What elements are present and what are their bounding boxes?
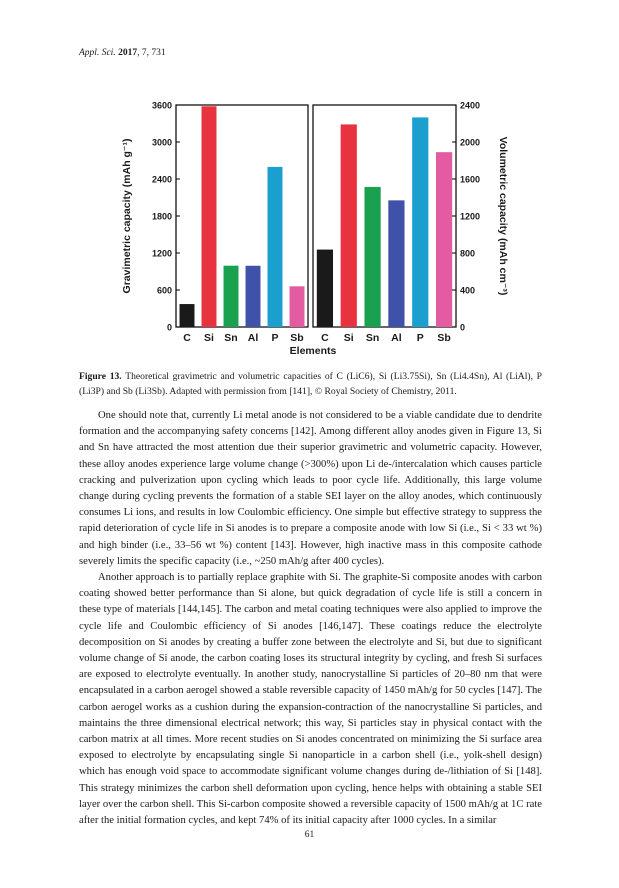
x-tick-label: Sn [365,332,380,344]
paragraph-2: Another approach is to partially replace graphite with Si. The graphite-Si composite anodes with carbon coating showed better performance than Si alone, but quick degradation of cycle life is still a concern in these type of materials [144,145]. The carbon and metal coating techniques were also applied to improve the cycle life and Coulombic efficiency of Si anodes [146,147]. These coatings reduce the electrolyte decomposition on Si anodes by creating a buffer zone between the electrolyte and Si, but due to significant volume change of Si anode, the carbon coating loses its structural integrity by cycling, and fresh Si surfaces are exposed to electrolyte eventually. In another study, nanocrystalline Si particles of 20–80 nm that were encapsulated in a carbon aerogel showed a stable reversible capacity of 1450 mAh/g for 50 cycles [147]. The carbon aerogel works as a cushion during the expansion-contraction of the nanocrystalline Si particles, and maintains the three dimensional electrical network; this way, Si particles stay in physical contact with the carbon matrix at all times. More recent studies on Si anodes concentrated on minimizing the Si surface area exposed to electrolyte by encapsulating single Si nanoparticle in a carbon shell (i.e., yolk-shell design) which has enough void space to accommodate significant volume changes during de-/lithiation of Si [148]. This strategy minimizes the carbon shell deformation upon cycling, hence helps with obtaining a stable SEI layer over the carbon shell. This Si-carbon composite showed a reversible capacity of 1500 mAh/g at 1C rate after the initial formation cycles, and kept 74% of its initial capacity after 1000 cycles. In a similar [79,572,542,827]
bar-sb-panel-1 [290,286,305,327]
y-axis-label-right: Volumetric capacity (mAh cm⁻³) [497,136,509,296]
panel-2-frame [313,105,456,327]
bar-si-panel-2 [341,124,357,327]
x-tick-label: Sb [290,332,304,344]
y-tick-label: 0 [460,322,466,333]
bar-al-panel-2 [388,200,404,327]
y-tick-label: 1200 [151,248,172,259]
y-tick-label: 2000 [460,137,481,148]
capacity-bar-chart [108,92,518,357]
x-tick-label: Sn [224,332,238,344]
x-tick-label: P [271,332,279,344]
panel-1-frame [176,105,308,327]
bar-si-panel-1 [202,106,217,327]
y-tick-label: 2400 [460,100,481,111]
x-tick-label: Al [391,332,402,344]
bar-sb-panel-2 [436,152,452,327]
paragraph-1: One should note that, currently Li metal anode is not considered to be a viable candidate due to dendrite formation and the accompanying safety concerns [142]. Among different alloy anodes given in Figure 13, Si and Sn have attracted the most attention due their superior gravimetric and volumetric capacity. However, these alloy anodes experience large volume change (>300%) upon Li de-/intercalation which causes particle cracking and pulverization upon cycling which leads to poor cycle life. Additionally, this large volume change during cycling prevents the formation of a stable SEI layer on the alloy anodes, which continuously consumes Li ions, and results in low Coulombic efficiency. One simple but effective strategy to suppress the rapid deterioration of cycle life in Si anodes is to prepare a composite anode with low Si (i.e., Si < 33 wt %) and high binder (i.e., 33–56 wt %) content [143]. However, high inactive mass in this composite cathode severely limits the specific capacity (i.e., ~250 mAh/g after 400 cycles). [79,410,542,567]
figure-caption [79,369,542,399]
y-tick-label: 3600 [151,100,172,111]
y-tick-label: 1600 [460,174,481,185]
figure-caption-text: Theoretical gravimetric and volumetric capacities of C (LiC6), Si (Li3.75Si), Sn (Li4.4Sn), Al (LiAl), P (Li3P) and Sb (Li3Sb). Adapted with permission from [141], © Royal Society of Chemistry, 2011. [79,371,542,397]
figure-label: Figure 13. [79,371,122,382]
x-tick-label: C [183,332,191,344]
y-tick-label: 1200 [460,211,481,222]
journal-year: 2017 [118,48,138,58]
y-tick-label: 600 [156,285,172,296]
bar-p-panel-1 [268,167,283,327]
y-tick-label: 2400 [151,174,172,185]
bar-c-panel-1 [180,304,195,327]
bar-sn-panel-1 [224,266,239,327]
running-header [79,48,166,58]
bar-al-panel-1 [246,266,261,327]
page-number: 61 [304,830,315,840]
journal-name: Appl. Sci. [79,48,116,58]
y-tick-label: 800 [460,248,476,259]
x-tick-label: Si [204,332,214,344]
x-tick-label: Al [247,332,259,344]
x-tick-label: Sb [437,332,451,344]
y-tick-label: 400 [460,285,476,296]
y-tick-label: 1800 [151,211,172,222]
x-tick-label: C [321,332,329,344]
y-tick-label: 0 [166,322,172,333]
x-axis-label: Elements [289,345,337,357]
bar-c-panel-2 [317,250,333,327]
y-axis-label-left: Gravimetric capacity (mAh g⁻¹) [121,138,133,294]
bar-sn-panel-2 [364,187,380,327]
bar-p-panel-2 [412,117,428,327]
y-tick-label: 3000 [151,137,172,148]
body-text [79,408,542,829]
x-tick-label: Si [343,332,354,344]
x-tick-label: P [416,332,424,344]
journal-volume-page: , 7, 731 [137,48,166,58]
